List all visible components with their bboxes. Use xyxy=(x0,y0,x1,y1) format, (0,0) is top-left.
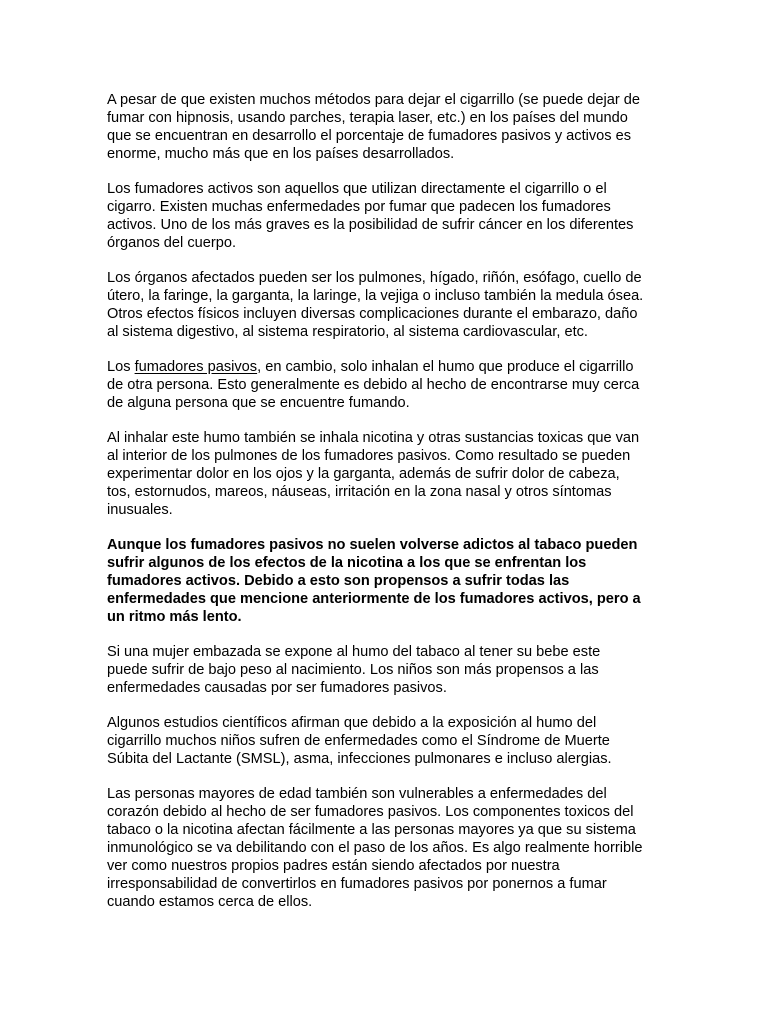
text-line: experimentar dolor en los ojos y la garganta, además de sufrir dolor de cabeza, xyxy=(107,466,620,482)
text-line: cuando estamos cerca de ellos. xyxy=(107,894,313,910)
text-line: al sistema digestivo, al sistema respiratorio, al sistema cardiovascular, etc. xyxy=(107,324,588,340)
text-line: Aunque los fumadores pasivos no suelen volverse adictos al tabaco pueden xyxy=(107,537,638,553)
text-line: irresponsabilidad de convertirlos en fumadores pasivos por ponernos a fumar xyxy=(107,876,607,892)
text-line: ver como nuestros propios padres están siendo afectados por nuestra xyxy=(107,858,560,874)
text-line: un ritmo más lento. xyxy=(107,609,242,625)
fumadores-pasivos-link[interactable]: fumadores pasivos xyxy=(134,359,258,375)
text-line: fumar con hipnosis, usando parches, terapia laser, etc.) en los países del mundo xyxy=(107,110,628,126)
text-line: que se encuentran en desarrollo el porcentaje de fumadores pasivos y activos es xyxy=(107,128,632,144)
text-line: tos, estornudos, mareos, náuseas, irritación en la zona nasal y otros síntomas xyxy=(107,484,612,500)
text-line: enfermedades que mencione anteriormente de los fumadores activos, pero a xyxy=(107,591,641,607)
text-segment: Los xyxy=(107,359,135,375)
text-line: de alguna persona que se encuentre fumando. xyxy=(107,395,410,411)
text-line: Las personas mayores de edad también son vulnerables a enfermedades del xyxy=(107,786,607,802)
text-line: al interior de los pulmones de los fumadores pasivos. Como resultado se pueden xyxy=(107,448,631,464)
text-line: Los órganos afectados pueden ser los pulmones, hígado, riñón, esófago, cuello de xyxy=(107,270,642,286)
text-line: fumadores activos. Debido a esto son propensos a sufrir todas las xyxy=(107,573,570,589)
text-segment: , en cambio, solo inhalan el humo que produce el cigarrillo xyxy=(257,359,634,375)
paragraph-7 xyxy=(107,643,667,697)
text-line: Súbita del Lactante (SMSL), asma, infecciones pulmonares e incluso alergias. xyxy=(107,751,612,767)
text-line: Otros efectos físicos incluyen diversas complicaciones durante el embarazo, daño xyxy=(107,306,638,322)
text-line: A pesar de que existen muchos métodos para dejar el cigarrillo (se puede dejar de xyxy=(107,92,640,108)
text-line: sufrir algunos de los efectos de la nicotina a los que se enfrentan los xyxy=(107,555,587,571)
paragraph-2 xyxy=(107,180,667,252)
text-line: inusuales. xyxy=(107,502,173,518)
text-line: cigarrillo muchos niños sufren de enfermedades como el Síndrome de Muerte xyxy=(107,733,610,749)
text-line: órganos del cuerpo. xyxy=(107,235,236,251)
text-line: activos. Uno de los más graves es la posibilidad de sufrir cáncer en los diferentes xyxy=(107,217,634,233)
text-line xyxy=(107,358,667,376)
paragraph-5 xyxy=(107,429,667,519)
text-line: Al inhalar este humo también se inhala nicotina y otras sustancias toxicas que van xyxy=(107,430,640,446)
text-line: cigarro. Existen muchas enfermedades por fumar que padecen los fumadores xyxy=(107,199,611,215)
text-line: corazón debido al hecho de ser fumadores pasivos. Los componentes toxicos del xyxy=(107,804,634,820)
paragraph-6-bold xyxy=(107,536,667,626)
text-line: tabaco o la nicotina afectan fácilmente a las personas mayores ya que su sistema xyxy=(107,822,636,838)
text-line: útero, la faringe, la garganta, la laringe, la vejiga o incluso también la medula ósea. xyxy=(107,288,644,304)
text-line: Algunos estudios científicos afirman que debido a la exposición al humo del xyxy=(107,715,597,731)
text-line: puede sufrir de bajo peso al nacimiento. Los niños son más propensos a las xyxy=(107,662,599,678)
text-line: enfermedades causadas por ser fumadores pasivos. xyxy=(107,680,447,696)
paragraph-1 xyxy=(107,91,667,163)
text-line: Los fumadores activos son aquellos que utilizan directamente el cigarrillo o el xyxy=(107,181,607,197)
paragraph-3 xyxy=(107,269,667,341)
paragraph-4 xyxy=(107,358,667,412)
paragraph-9 xyxy=(107,785,667,911)
document-page xyxy=(107,91,667,928)
text-line: Si una mujer embazada se expone al humo del tabaco al tener su bebe este xyxy=(107,644,601,660)
text-line: inmunológico se va debilitando con el paso de los años. Es algo realmente horrible xyxy=(107,840,643,856)
text-line: enorme, mucho más que en los países desarrollados. xyxy=(107,146,455,162)
paragraph-8 xyxy=(107,714,667,768)
text-line: de otra persona. Esto generalmente es debido al hecho de encontrarse muy cerca xyxy=(107,377,640,393)
